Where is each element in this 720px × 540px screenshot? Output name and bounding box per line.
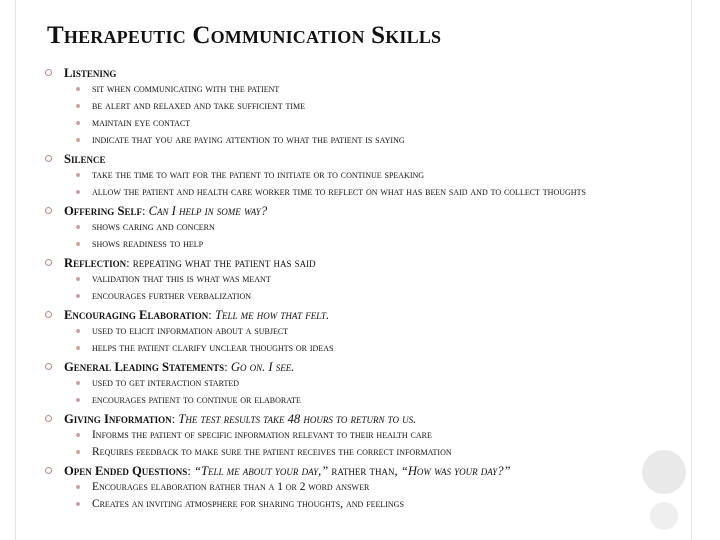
decorative-circle-small [650, 502, 678, 530]
section-description: rather than, [328, 464, 401, 478]
slide-frame-right-line [691, 0, 692, 540]
section-heading: Giving Information [64, 412, 172, 426]
example-phrase: Tell me how that felt. [214, 308, 330, 322]
section-heading: Reflection [64, 256, 127, 270]
list-item [44, 377, 684, 390]
list-item-text: used to get interaction started [92, 377, 239, 389]
list-item-text: be alert and relaxed and take sufficient time [92, 100, 306, 112]
sub-list [44, 273, 684, 303]
slide-frame-left-line [15, 0, 16, 540]
list-item [44, 429, 684, 442]
list-item [44, 498, 684, 511]
list-item-text: indicate that you are paying attention to what the patient is saying [92, 134, 405, 146]
dot-bullet-icon [76, 242, 80, 246]
list-item-text: encourages further verbalization [92, 290, 251, 302]
dot-bullet-icon [76, 104, 80, 108]
list-item [44, 100, 684, 113]
circle-bullet-icon [45, 467, 52, 474]
dot-bullet-icon [76, 433, 80, 437]
heading-separator: : [224, 360, 231, 374]
section-heading: General Leading Statements [64, 360, 225, 374]
decorative-circle [642, 450, 686, 494]
list-item-text: Informs the patient of specific information relevant to their health care [92, 429, 432, 441]
list-item-text: Encourages elaboration rather than a 1 or 2 word answer [92, 481, 370, 493]
section-giving-information [44, 411, 684, 459]
section-general-leading-statements [44, 359, 684, 407]
heading-separator: : [187, 464, 194, 478]
dot-bullet-icon [76, 87, 80, 91]
section-encouraging-elaboration [44, 307, 684, 355]
sub-list [44, 481, 684, 511]
list-item-text: Requires feedback to make sure the patient receives the correct information [92, 446, 452, 458]
heading-separator: : [171, 412, 179, 426]
list-item-text: helps the patient clarify unclear thoughts or ideas [92, 342, 334, 354]
circle-bullet-icon [45, 69, 52, 76]
list-item [44, 342, 684, 355]
sub-list [44, 221, 684, 251]
example-phrase: Can I help in some way? [148, 204, 268, 218]
dot-bullet-icon [76, 450, 80, 454]
dot-bullet-icon [76, 346, 80, 350]
heading-separator: : [141, 204, 149, 218]
list-item [44, 325, 684, 338]
sub-list [44, 83, 684, 147]
circle-bullet-icon [45, 415, 52, 422]
section-reflection [44, 255, 684, 303]
list-item-text: shows caring and concern [92, 221, 215, 233]
list-item-text: maintain eye contact [92, 117, 191, 129]
example-phrase: “Tell me about your day,” [193, 464, 329, 478]
list-item [44, 273, 684, 286]
section-listening [44, 65, 684, 147]
section-silence [44, 151, 684, 199]
list-item [44, 446, 684, 459]
dot-bullet-icon [76, 190, 80, 194]
section-heading: Silence [64, 152, 106, 166]
dot-bullet-icon [76, 381, 80, 385]
dot-bullet-icon [76, 173, 80, 177]
sub-list [44, 325, 684, 355]
list-item [44, 221, 684, 234]
list-item [44, 238, 684, 251]
circle-bullet-icon [45, 155, 52, 162]
list-item [44, 134, 684, 147]
dot-bullet-icon [76, 485, 80, 489]
heading-separator: : [208, 308, 215, 322]
dot-bullet-icon [76, 502, 80, 506]
dot-bullet-icon [76, 398, 80, 402]
dot-bullet-icon [76, 121, 80, 125]
slide-content [44, 64, 684, 515]
circle-bullet-icon [45, 207, 52, 214]
list-item-text: Creates an inviting atmosphere for sharing thoughts, and feelings [92, 498, 404, 510]
section-heading: Listening [64, 66, 117, 80]
circle-bullet-icon [45, 311, 52, 318]
list-item-text: encourages patient to continue or elaborate [92, 394, 301, 406]
example-phrase-alt: “How was your day?” [400, 464, 511, 478]
list-item-text: shows readiness to help [92, 238, 204, 250]
sub-list [44, 429, 684, 459]
sub-list [44, 169, 684, 199]
section-heading: Open Ended Questions [64, 464, 188, 478]
list-item-text: used to elicit information about a subject [92, 325, 289, 337]
dot-bullet-icon [76, 277, 80, 281]
list-item [44, 186, 684, 199]
list-item-text: allow the patient and health care worker time to reflect on what has been said and to collect thoughts [92, 186, 586, 198]
list-item [44, 481, 684, 494]
slide-title: Therapeutic Communication Skills [47, 22, 442, 49]
example-phrase: Go on. I see. [230, 360, 295, 374]
list-item [44, 169, 684, 182]
section-offering-self [44, 203, 684, 251]
section-heading: Offering Self [64, 204, 142, 218]
list-item-text: sit when communicating with the patient [92, 83, 280, 95]
section-heading: Encouraging Elaboration [64, 308, 209, 322]
list-item [44, 117, 684, 130]
list-item-text: take the time to wait for the patient to initiate or to continue speaking [92, 169, 425, 181]
section-open-ended-questions [44, 463, 684, 511]
sub-list [44, 377, 684, 407]
dot-bullet-icon [76, 294, 80, 298]
heading-separator: : [126, 256, 133, 270]
dot-bullet-icon [76, 329, 80, 333]
dot-bullet-icon [76, 138, 80, 142]
circle-bullet-icon [45, 363, 52, 370]
dot-bullet-icon [76, 225, 80, 229]
section-description: repeating what the patient has said [132, 256, 316, 270]
list-item [44, 83, 684, 96]
list-item [44, 290, 684, 303]
list-item [44, 394, 684, 407]
circle-bullet-icon [45, 259, 52, 266]
list-item-text: validation that this is what was meant [92, 273, 271, 285]
example-phrase: The test results take 48 hours to return to us. [178, 412, 417, 426]
